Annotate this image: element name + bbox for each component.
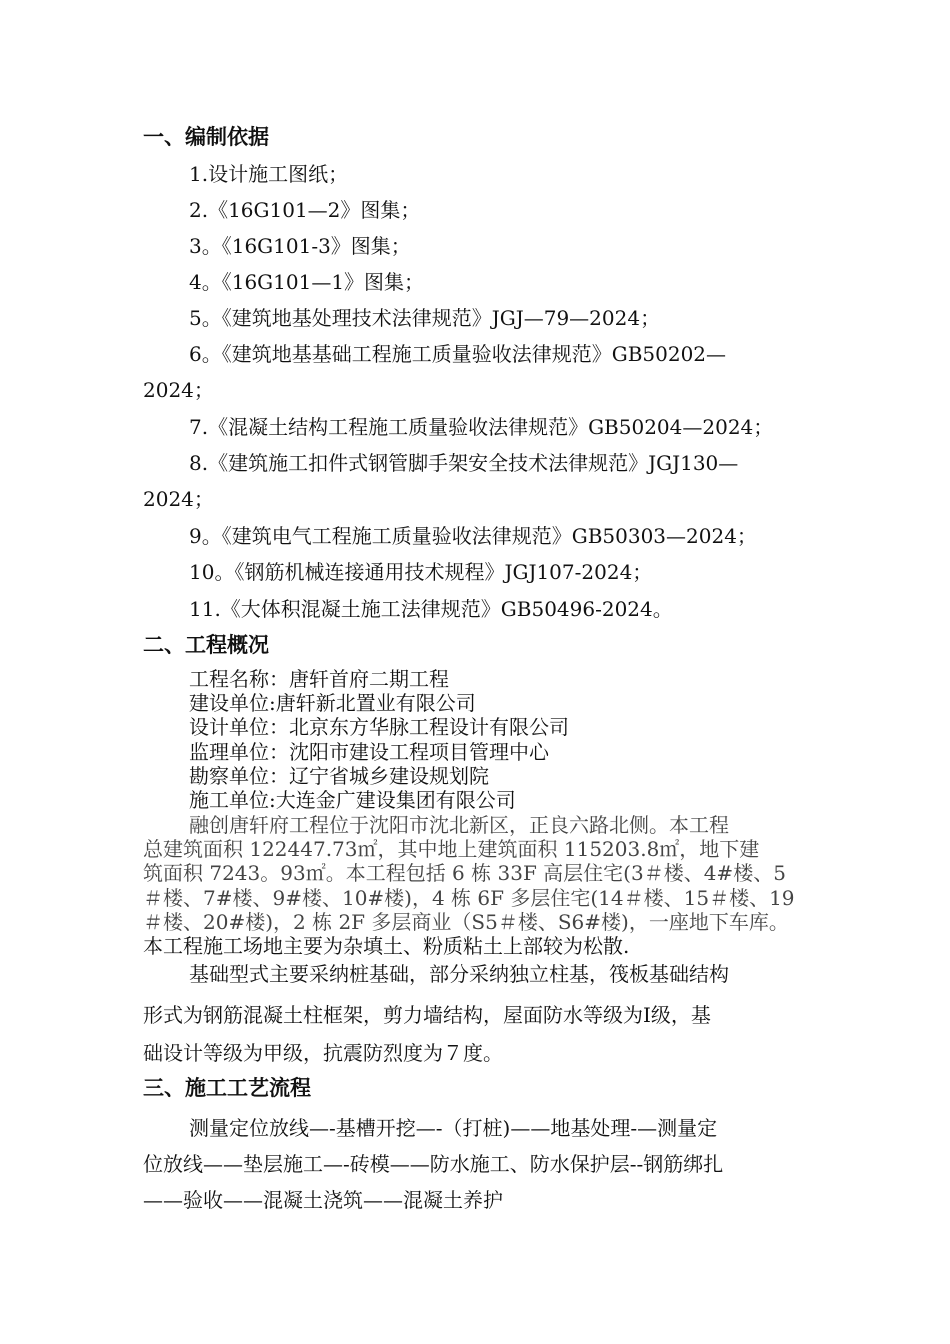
section-heading-basis: 一、编制依据 xyxy=(143,125,269,149)
basis-item: 3。《16G101-3》图集； xyxy=(189,234,411,258)
foundation-paragraph-line: 基础型式主要采纳桩基础，部分采纳独立柱基，筏板基础结构 xyxy=(189,962,729,986)
basis-item: 10。《钢筋机械连接通用技术规程》JGJ107-2024； xyxy=(189,560,653,584)
process-flow-line: 位放线——垫层施工—-砖模——防水施工、防水保护层--钢筋绑扎 xyxy=(143,1152,724,1176)
basis-item: 6。《建筑地基基础工程施工质量验收法律规范》GB50202— xyxy=(189,342,727,366)
overview-paragraph-line: 融创唐轩府工程位于沈阳市沈北新区，正良六路北侧。本工程 xyxy=(189,813,729,837)
basis-item: 5。《建筑地基处理技术法律规范》JGJ—79—2024； xyxy=(189,306,661,330)
basis-item: 4。《16G101—1》图集； xyxy=(189,270,425,294)
foundation-paragraph-line: 形式为钢筋混凝土柱框架，剪力墙结构，屋面防水等级为Ⅰ级，基 xyxy=(143,1003,711,1027)
basis-item-continuation: 2024； xyxy=(143,487,214,511)
project-info-line: 建设单位:唐轩新北置业有限公司 xyxy=(189,691,476,715)
process-flow-line: 测量定位放线—-基槽开挖—-（打桩)——地基处理-—测量定 xyxy=(189,1116,718,1140)
overview-paragraph-line: 筑面积 7243。93㎡。本工程包括 6 栋 33F 高层住宅(3＃楼、4#楼、5 xyxy=(143,861,786,885)
basis-item: 2.《16G101—2》图集； xyxy=(189,198,421,222)
project-info-line: 勘察单位：辽宁省城乡建设规划院 xyxy=(189,764,489,788)
section-heading-overview: 二、工程概况 xyxy=(143,633,269,657)
project-info-line: 施工单位:大连金广建设集团有限公司 xyxy=(189,788,516,812)
section-heading-process: 三、施工工艺流程 xyxy=(143,1076,311,1100)
overview-paragraph-line: ＃楼、7#楼、9#楼、10#楼)，4 栋 6F 多层住宅(14＃楼、15＃楼、19 xyxy=(143,886,795,910)
foundation-paragraph-line: 础设计等级为甲级，抗震防烈度为７度。 xyxy=(143,1041,503,1065)
overview-paragraph-line: 本工程施工场地主要为杂填土、粉质粘土上部较为松散. xyxy=(143,934,630,958)
basis-item-continuation: 2024； xyxy=(143,378,214,402)
project-info-line: 工程名称：唐轩首府二期工程 xyxy=(189,667,449,691)
project-info-line: 设计单位：北京东方华脉工程设计有限公司 xyxy=(189,715,569,739)
basis-item: 9。《建筑电气工程施工质量验收法律规范》GB50303—2024； xyxy=(189,524,757,548)
process-flow-line: ——验收——混凝土浇筑——混凝土养护 xyxy=(143,1188,503,1212)
basis-item: 1.设计施工图纸； xyxy=(189,162,349,186)
basis-item: 7.《混凝土结构工程施工质量验收法律规范》GB50204—2024； xyxy=(189,415,774,439)
basis-item: 11.《大体积混凝土施工法律规范》GB50496-2024。 xyxy=(189,597,673,621)
overview-paragraph-line: ＃楼、20#楼)，2 栋 2F 多层商业（S5＃楼、S6#楼)，一座地下车库。 xyxy=(143,910,789,934)
overview-paragraph-line: 总建筑面积 122447.73㎡，其中地上建筑面积 115203.8㎡，地下建 xyxy=(143,837,760,861)
project-info-line: 监理单位：沈阳市建设工程项目管理中心 xyxy=(189,740,549,764)
basis-item: 8.《建筑施工扣件式钢管脚手架安全技术法律规范》JGJ130— xyxy=(189,451,739,475)
